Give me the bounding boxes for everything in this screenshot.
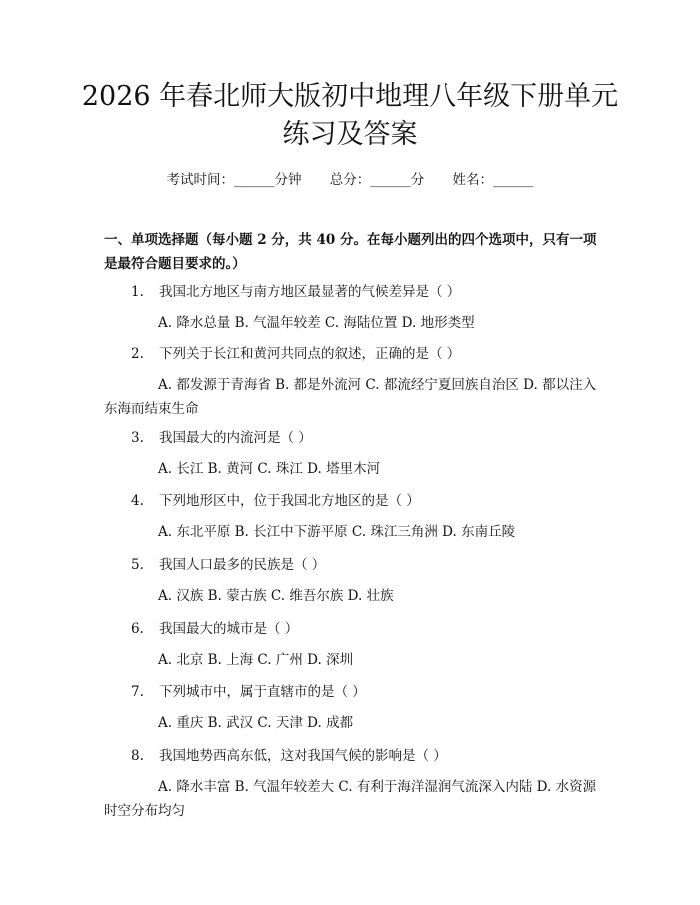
question-number: 1. (131, 284, 144, 300)
question-text: 我国地势西高东低，这对我国气候的影响是（ ） (159, 748, 447, 764)
question-8 (131, 744, 601, 768)
question-1 (131, 280, 601, 304)
exam-name: 姓名：______ (452, 172, 534, 188)
question-4-options: A. 东北平原 B. 长江中下游平原 C. 珠江三角洲 D. 东南丘陵 (158, 524, 516, 540)
question-5-options: A. 汉族 B. 蒙古族 C. 维吾尔族 D. 壮族 (158, 588, 394, 604)
title-line-1: 2026 年春北师大版初中地理八年级下册单元 (81, 81, 619, 112)
question-number: 7. (131, 684, 144, 700)
question-text: 我国北方地区与南方地区最显著的气候差异是（ ） (159, 284, 461, 300)
exam-info (0, 168, 700, 188)
question-text: 下列关于长江和黄河共同点的叙述，正确的是（ ） (159, 346, 461, 362)
question-5 (131, 553, 601, 577)
question-2 (131, 342, 601, 366)
question-number: 2. (131, 346, 144, 362)
question-7-options: A. 重庆 B. 武汉 C. 天津 D. 成都 (158, 715, 354, 731)
question-text: 我国人口最多的民族是（ ） (159, 557, 326, 573)
question-text: 我国最大的内流河是（ ） (159, 430, 312, 446)
question-6 (131, 617, 601, 641)
question-8-options: A. 降水丰富 B. 气温年较差大 C. 有利于海洋湿润气流深入内陆 D. 水资源时空分布均匀 (104, 779, 597, 819)
question-text: 下列城市中，属于直辖市的是（ ） (159, 684, 366, 700)
question-number: 6. (131, 621, 144, 637)
document-title (70, 78, 630, 154)
question-6-options: A. 北京 B. 上海 C. 广州 D. 深圳 (158, 652, 354, 668)
question-3-options: A. 长江 B. 黄河 C. 珠江 D. 塔里木河 (158, 461, 381, 477)
question-number: 8. (131, 748, 144, 764)
question-number: 5. (131, 557, 144, 573)
question-number: 4. (131, 493, 144, 509)
section-heading: 一、单项选择题（每小题 2 分，共 40 分。在每小题列出的四个选项中，只有一项是最符合题目要求的。） (104, 232, 597, 272)
exam-time: 考试时间：______分钟 (166, 172, 302, 188)
question-number: 3. (131, 430, 144, 446)
question-3 (131, 426, 601, 450)
question-4 (131, 489, 601, 513)
question-1-options: A. 降水总量 B. 气温年较差 C. 海陆位置 D. 地形类型 (158, 315, 475, 331)
question-text: 我国最大的城市是（ ） (159, 621, 299, 637)
exam-score: 总分：______分 (329, 172, 425, 188)
question-7 (131, 680, 601, 704)
question-2-options: A. 都发源于青海省 B. 都是外流河 C. 都流经宁夏回族自治区 D. 都以注入东海而结束生命 (104, 377, 597, 417)
question-text: 下列地形区中，位于我国北方地区的是（ ） (159, 493, 420, 509)
title-line-2: 练习及答案 (282, 119, 418, 150)
